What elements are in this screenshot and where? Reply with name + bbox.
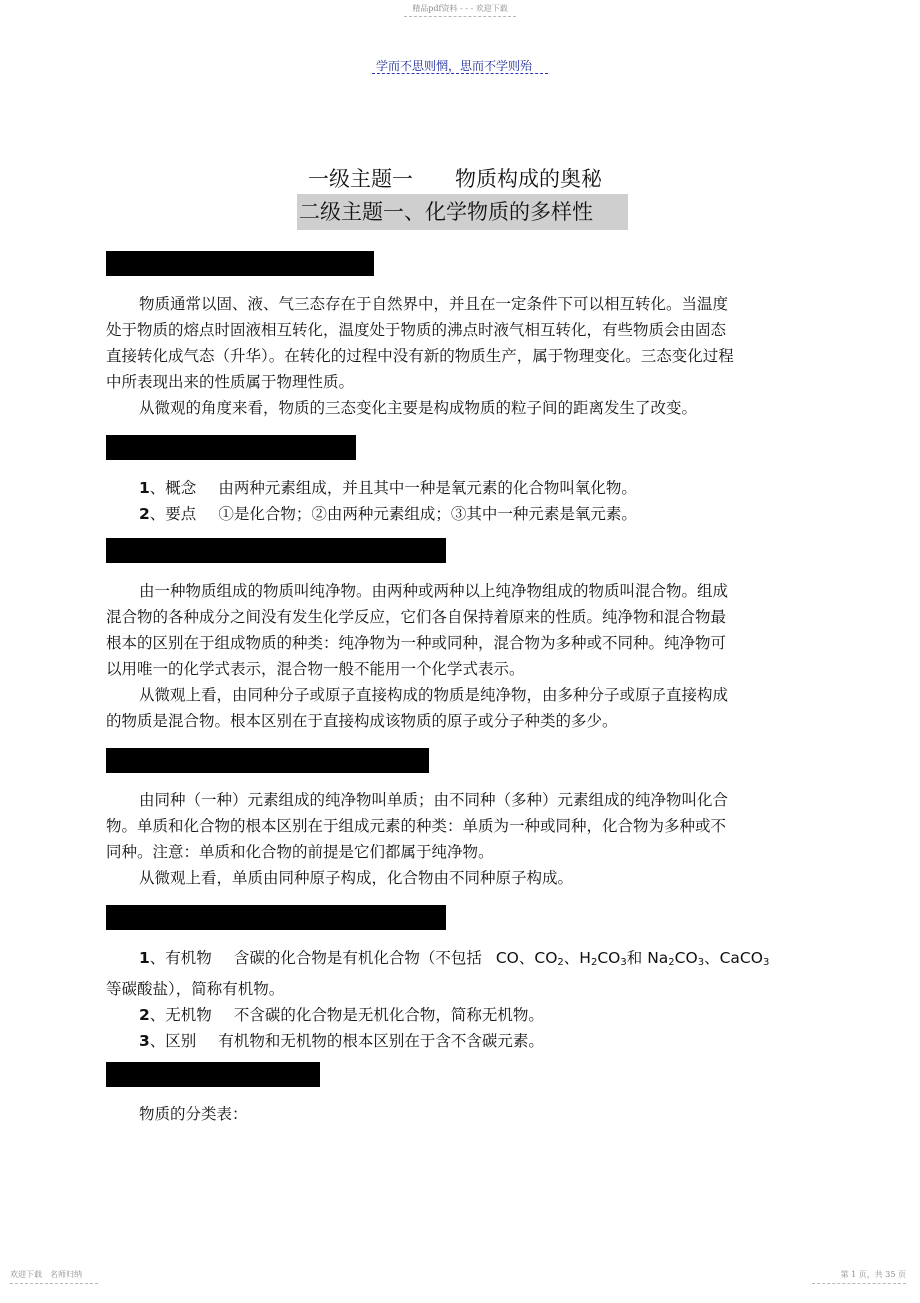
formula-part: CO bbox=[597, 949, 621, 967]
redacted-heading-4 bbox=[106, 748, 429, 773]
formula-part: H bbox=[579, 949, 591, 967]
item-number: 2 bbox=[139, 505, 150, 523]
section2-list bbox=[106, 475, 806, 527]
formula-part: CO bbox=[534, 949, 558, 967]
item-text: 不含碳的化合物是无机化合物，简称无机物。 bbox=[233, 1006, 544, 1024]
page-number: 第 1 页，共 35 页 bbox=[840, 1270, 906, 1279]
formula-na2co3 bbox=[647, 949, 704, 967]
section3-paragraph bbox=[106, 578, 806, 734]
text-line: 等碳酸盐），简称有机物。 bbox=[106, 980, 285, 998]
item-text: 由两种元素组成，并且其中一种是氧元素的化合物叫氧化物。 bbox=[218, 479, 637, 497]
item-label: 、要点 bbox=[149, 505, 197, 523]
text-line: 由同种（一种）元素组成的纯净物叫单质；由不同种（多种）元素组成的纯净物叫化合 bbox=[139, 791, 729, 809]
item-number: 3 bbox=[139, 1032, 150, 1050]
section4-paragraph bbox=[106, 787, 806, 891]
redacted-heading-1 bbox=[106, 251, 374, 276]
formula-part: Na bbox=[647, 949, 669, 967]
formula-subscript: 3 bbox=[620, 957, 627, 968]
separator: 、 bbox=[704, 949, 720, 967]
formula-co: CO bbox=[495, 949, 519, 967]
formula-part: CO bbox=[674, 949, 698, 967]
text-line: 的物质是混合物。根本区别在于直接构成该物质的原子或分子种类的多少。 bbox=[106, 712, 618, 730]
item-number: 1 bbox=[139, 479, 150, 497]
motto: 学而不思则惘，思而不学则殆 bbox=[376, 59, 533, 73]
text-line: 从微观上看，由同种分子或原子直接构成的物质是纯净物，由多种分子或原子直接构成 bbox=[139, 686, 729, 704]
text-line: 混合物的各种成分之间没有发生化学反应，它们各自保持着原来的性质。纯净物和混合物最 bbox=[106, 608, 727, 626]
section5-list bbox=[106, 945, 821, 1054]
text-line: 根本的区别在于组成物质的种类：纯净物为一种或同种，混合物为多种或不同种。纯净物可 bbox=[106, 634, 727, 652]
formula-co2 bbox=[534, 949, 563, 967]
redacted-heading-2 bbox=[106, 435, 356, 460]
motto-underline bbox=[372, 73, 548, 74]
formula-subscript: 2 bbox=[590, 957, 598, 968]
item-label: 、无机物 bbox=[149, 1006, 212, 1024]
item-label: 、概念 bbox=[149, 479, 197, 497]
redacted-heading-5 bbox=[106, 905, 446, 930]
formula-subscript: 2 bbox=[557, 957, 564, 968]
conjunction: 和 bbox=[626, 949, 643, 967]
formula-subscript: 3 bbox=[697, 957, 705, 968]
item-text: 含碳的化合物是有机化合物（不包括 bbox=[233, 949, 482, 967]
item-number: 1 bbox=[139, 949, 150, 967]
top-watermark: 精品pdf资料 - - - 欢迎下载 bbox=[412, 4, 508, 13]
level2-title: 二级主题一、化学物质的多样性 bbox=[297, 194, 628, 230]
text-line: 由一种物质组成的物质叫纯净物。由两种或两种以上纯净物组成的物质叫混合物。组成 bbox=[139, 582, 729, 600]
text-line: 物。单质和化合物的根本区别在于组成元素的种类：单质为一种或同种，化合物为多种或不 bbox=[106, 817, 727, 835]
item-label: 、区别 bbox=[149, 1032, 197, 1050]
footer-divider-left bbox=[10, 1283, 98, 1284]
text-line: 物质的分类表： bbox=[139, 1105, 248, 1123]
level1-title: 一级主题一 物质构成的奥秘 bbox=[308, 167, 602, 191]
formula-subscript: 2 bbox=[668, 957, 675, 968]
formula-caco3 bbox=[720, 949, 770, 967]
text-line: 从微观上看，单质由同种原子构成，化合物由不同种原子构成。 bbox=[139, 869, 574, 887]
formula-h2co3 bbox=[579, 949, 626, 967]
item-text: ①是化合物；②由两种元素组成；③其中一种元素是氧元素。 bbox=[218, 505, 637, 523]
text-line: 从微观的角度来看，物质的三态变化主要是构成物质的粒子间的距离发生了改变。 bbox=[139, 399, 698, 417]
redacted-heading-6 bbox=[106, 1062, 320, 1087]
text-line: 处于物质的熔点时固液相互转化，温度处于物质的沸点时液气相互转化，有些物质会由固态 bbox=[106, 321, 727, 339]
formula-subscript: 3 bbox=[762, 957, 770, 968]
text-line: 物质通常以固、液、气三态存在于自然界中，并且在一定条件下可以相互转化。当温度 bbox=[139, 295, 729, 313]
redacted-heading-3 bbox=[106, 538, 446, 563]
list-item bbox=[106, 1002, 821, 1028]
list-item bbox=[106, 501, 806, 527]
top-divider bbox=[404, 16, 516, 17]
list-item bbox=[106, 1028, 821, 1054]
separator: 、 bbox=[563, 949, 580, 967]
text-line: 同种。注意：单质和化合物的前提是它们都属于纯净物。 bbox=[106, 843, 494, 861]
formula-part: CaCO bbox=[719, 949, 763, 967]
footer-left-note: 欢迎下载 名师归纳 bbox=[10, 1270, 82, 1279]
list-item bbox=[106, 945, 821, 976]
section6-paragraph bbox=[106, 1101, 806, 1127]
item-text: 有机物和无机物的根本区别在于含不含碳元素。 bbox=[218, 1032, 544, 1050]
text-line: 直接转化成气态（升华）。在转化的过程中没有新的物质生产，属于物理变化。三态变化过程 bbox=[106, 347, 734, 365]
list-item bbox=[106, 475, 806, 501]
separator: 、 bbox=[518, 949, 535, 967]
section1-paragraph1 bbox=[106, 291, 806, 421]
text-line: 中所表现出来的性质属于物理性质。 bbox=[106, 373, 355, 391]
footer-divider-right bbox=[812, 1283, 906, 1284]
text-line: 以用唯一的化学式表示，混合物一般不能用一个化学式表示。 bbox=[106, 660, 525, 678]
item-number: 2 bbox=[139, 1006, 150, 1024]
item-label: 、有机物 bbox=[149, 949, 212, 967]
